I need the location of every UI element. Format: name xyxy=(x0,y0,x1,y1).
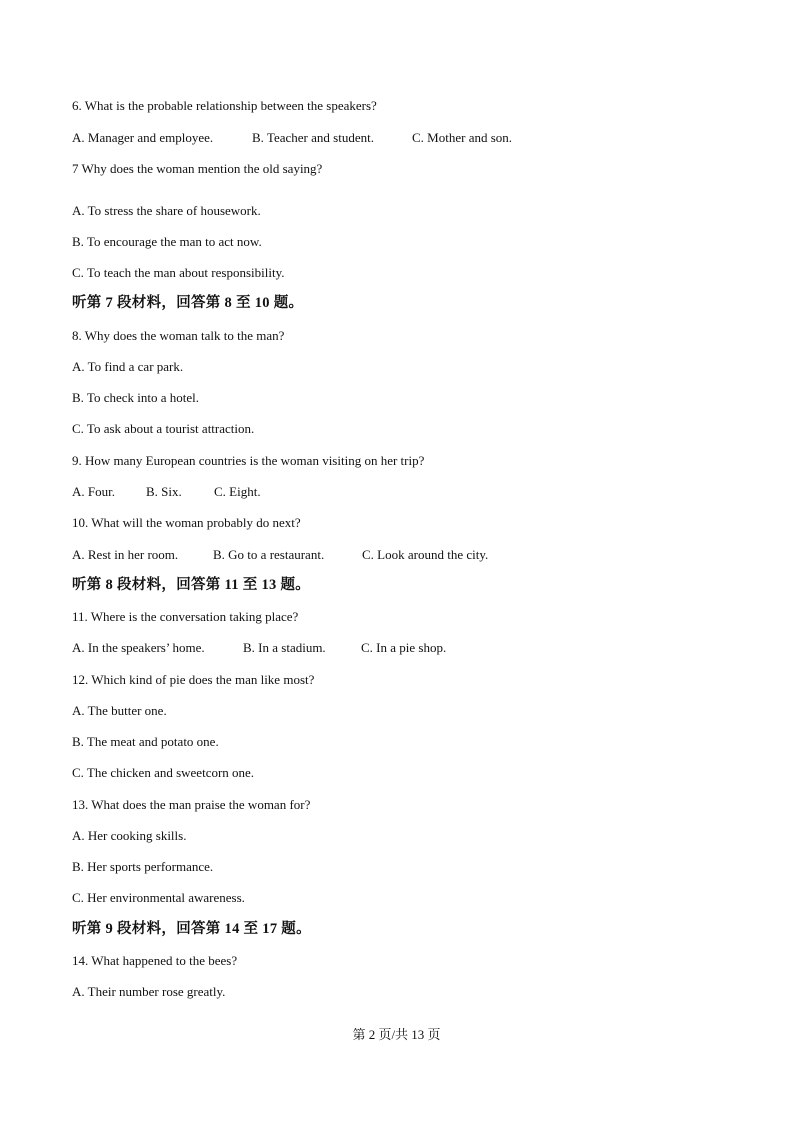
option-c: C. In a pie shop. xyxy=(361,640,447,655)
question-7-option-b: B. To encourage the man to act now. xyxy=(72,234,262,249)
question-8-option-b: B. To check into a hotel. xyxy=(72,390,200,405)
question-8-option-a: A. To find a car park. xyxy=(72,359,184,374)
question-10-options xyxy=(72,547,488,563)
option-a: A. Four. xyxy=(72,484,115,499)
section-heading-8: 听第 8 段材料，回答第 11 至 13 题。 xyxy=(72,577,311,593)
option-a: A. Manager and employee. xyxy=(72,130,214,145)
question-12-option-b: B. The meat and potato one. xyxy=(72,734,219,749)
question-11-stem: 11. Where is the conversation taking place? xyxy=(72,609,299,624)
question-9-options xyxy=(72,484,261,500)
question-6-stem: 6. What is the probable relationship between the speakers? xyxy=(72,98,377,113)
option-b: B. Teacher and student. xyxy=(252,130,374,145)
option-b: B. In a stadium. xyxy=(243,640,326,655)
option-a: A. In the speakers’ home. xyxy=(72,640,205,655)
question-8-stem: 8. Why does the woman talk to the man? xyxy=(72,328,285,343)
option-b: B. Six. xyxy=(146,484,182,499)
question-14-option-a: A. Their number rose greatly. xyxy=(72,984,226,999)
option-c: C. Look around the city. xyxy=(362,547,489,562)
option-a: A. Rest in her room. xyxy=(72,547,179,562)
question-7-option-a: A. To stress the share of housework. xyxy=(72,203,261,218)
question-10-stem: 10. What will the woman probably do next? xyxy=(72,515,301,530)
section-heading-7: 听第 7 段材料，回答第 8 至 10 题。 xyxy=(72,295,304,311)
question-12-stem: 12. Which kind of pie does the man like most? xyxy=(72,672,315,687)
question-13-option-c: C. Her environmental awareness. xyxy=(72,890,245,905)
question-13-option-a: A. Her cooking skills. xyxy=(72,828,187,843)
question-9-stem: 9. How many European countries is the woman visiting on her trip? xyxy=(72,453,425,468)
question-14-stem: 14. What happened to the bees? xyxy=(72,953,238,968)
question-11-options xyxy=(72,640,446,656)
question-12-option-c: C. The chicken and sweetcorn one. xyxy=(72,765,255,780)
question-8-option-c: C. To ask about a tourist attraction. xyxy=(72,421,255,436)
option-c: C. Eight. xyxy=(214,484,261,499)
question-7-stem: 7 Why does the woman mention the old saying? xyxy=(72,161,323,176)
question-6-options xyxy=(72,130,512,146)
question-13-option-b: B. Her sports performance. xyxy=(72,859,214,874)
section-heading-9: 听第 9 段材料，回答第 14 至 17 题。 xyxy=(72,921,311,937)
option-b: B. Go to a restaurant. xyxy=(213,547,325,562)
question-12-option-a: A. The butter one. xyxy=(72,703,167,718)
question-7-option-c: C. To teach the man about responsibility. xyxy=(72,265,285,280)
page-footer: 第 2 页/共 13 页 xyxy=(352,1027,441,1042)
question-13-stem: 13. What does the man praise the woman for? xyxy=(72,797,311,812)
option-c: C. Mother and son. xyxy=(412,130,513,145)
